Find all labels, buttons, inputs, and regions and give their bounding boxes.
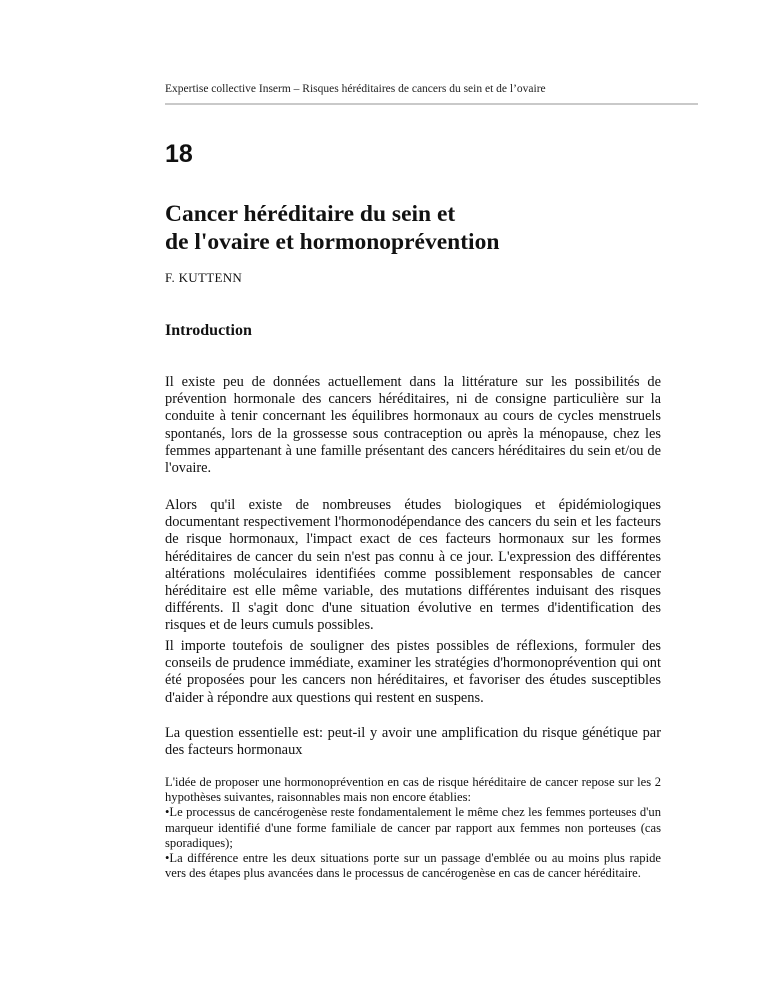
chapter-title-line-2: de l'ovaire et hormonoprévention [165,229,500,255]
header-divider [165,103,698,105]
bullet-marker: • [165,805,170,820]
paragraph-2: Alors qu'il existe de nombreuses études biologiques et épidémiologiques documentant respectivement l'hormonodépendance des cancers du sein et les facteurs de risque hormonaux, l'impact exact de ces facteurs hormonaux sur les formes héréditaires de cancer du sein n'est pas connu à ce jour. L'expression des différentes altérations moléculaires identifiées comme possiblement responsables de cancer héréditaire est elle même variable, des mutations différentes induisant des risques différents. Il s'agit donc d'une situation évolutive en termes d'identification des risques et de leurs cumuls possibles. [165,497,661,634]
paragraph-3: Il importe toutefois de souligner des pistes possibles de réflexions, formuler des conseils de prudence immédiate, examiner les stratégies d'hormonoprévention qui ont été proposées pour les cancers non héréditaires, et favoriser des études susceptibles d'aider à répondre aux questions qui restent en suspens. [165,638,661,706]
chapter-number: 18 [165,140,193,168]
chapter-title-line-1: Cancer héréditaire du sein et [165,201,456,227]
paragraph-4: La question essentielle est: peut-il y avoir une amplification du risque génétique par des facteurs hormonaux [165,725,661,759]
bullet-text: La différence entre les deux situations porte sur un passage d'emblée ou au moins plus rapide vers des étapes plus avancées dans le processus de cancérogenèse en cas de cancer héréditaire. [165,851,661,881]
paragraph-5-intro: L'idée de proposer une hormonoprévention en cas de risque héréditaire de cancer repose sur les 2 hypothèses suivantes, raisonnables mais non encore établies: [165,775,661,805]
bullet-item-1 [165,805,661,851]
section-heading: Introduction [165,322,252,339]
bullet-marker: • [165,851,170,866]
author: F. KUTTENN [165,270,243,285]
bullet-item-2 [165,851,661,881]
paragraph-5 [165,775,661,881]
chapter-title [165,200,705,256]
paragraph-1: Il existe peu de données actuellement dans la littérature sur les possibilités de prévention hormonale des cancers héréditaires, ni de consigne particulière sur la conduite à tenir concernant les équilibres hormonaux au cours de cycles menstruels spontanés, lors de la grossesse sous contraception ou après la ménopause, chez les femmes appartenant à une famille présentant des cancers héréditaires du sein et/ou de l'ovaire. [165,374,661,477]
running-header: Expertise collective Inserm – Risques héréditaires de cancers du sein et de l’ovaire [165,83,546,95]
bullet-text: Le processus de cancérogenèse reste fondamentalement le même chez les femmes porteuses d'un marqueur identifié d'une forme familiale de cancer par rapport aux femmes non porteuses (cas sporadiques); [165,805,661,850]
